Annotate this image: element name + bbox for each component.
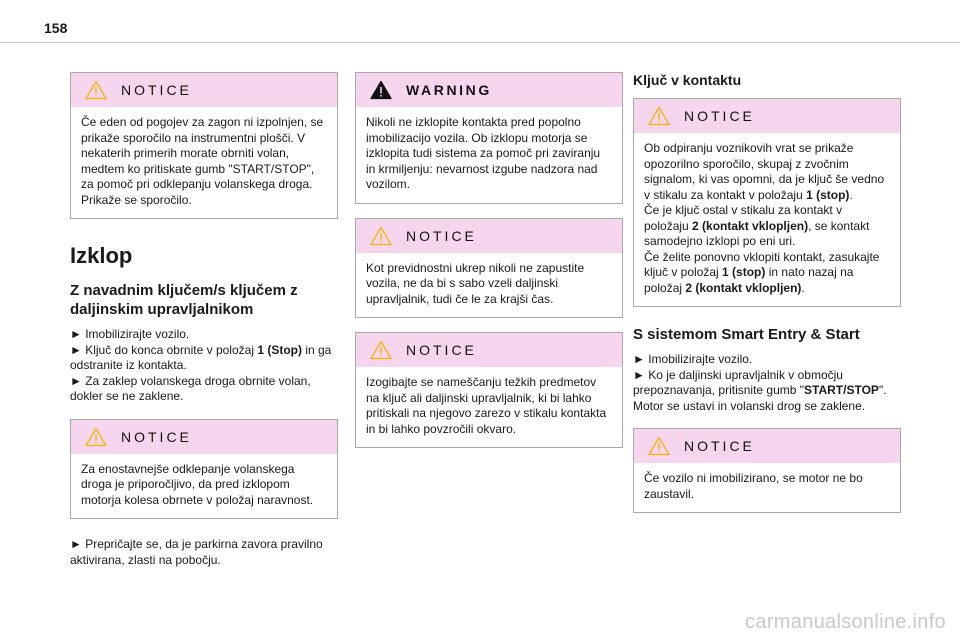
step-text: ► Imobilizirajte vozilo. xyxy=(70,327,190,341)
notice-header xyxy=(634,99,900,133)
notice-header xyxy=(71,73,337,107)
notice-title: NOTICE xyxy=(406,342,477,358)
caution-triangle-icon xyxy=(648,436,670,456)
notice-title: NOTICE xyxy=(121,428,192,445)
notice-box xyxy=(70,72,338,219)
notice-text: Če eden od pogojev za zagon ni izpolnjen, se prikaže sporočilo na instrumentni plošči. V nekaterih primerih morate obrniti volan, medtem ko pritiskate gumb "START/STOP", za pomoč pri odklepanju volanskega droga. Prikaže se sporočilo. xyxy=(81,115,324,207)
notice-box xyxy=(355,332,623,448)
notice-box xyxy=(70,419,338,520)
notice-text: Za enostavnejše odklepanje volanskega droga je priporočljivo, da pred izklopom motorja kolesa obrnete v položaj naravnost. xyxy=(81,461,314,507)
header-divider xyxy=(0,42,960,43)
column-left xyxy=(70,72,338,568)
notice-header xyxy=(356,219,622,253)
column-middle xyxy=(355,72,623,448)
caution-triangle-icon xyxy=(370,340,392,360)
notice-header xyxy=(356,333,622,367)
warning-header xyxy=(356,73,622,107)
section-heading: Izklop xyxy=(70,243,133,268)
page-number: 158 xyxy=(44,20,68,36)
step-text: ► Prepričajte se, da je parkirna zavora pravilno aktivirana, zlasti na pobočju. xyxy=(70,537,323,567)
caution-triangle-icon xyxy=(85,80,107,100)
notice-box xyxy=(633,98,901,307)
warning-text: Nikoli ne izklopite kontakta pred popolno imobilizacijo vozila. Ob izklopu motorja se izklopita tudi sistema za pomoč pri zaviranju in krmiljenju: nevarnost izgube nadzora nad vozilom. xyxy=(366,115,601,191)
notice-box xyxy=(633,428,901,513)
notice-title: NOTICE xyxy=(684,108,755,124)
notice-text: Ob odpiranju voznikovih vrat se prikaže opozorilno sporočilo, skupaj z zvočnim signalom, ki vas opomni, da je ključ še vedno v stikalu za kontakt v položaju 1 (stop). xyxy=(644,141,885,202)
step-text: Motor se ustavi in volanski drog se zaklene. xyxy=(633,398,866,413)
column-right xyxy=(633,72,901,513)
step-text: ► Za zaklep volanskega droga obrnite volan, dokler se ne zaklene. xyxy=(70,373,311,403)
caution-triangle-icon xyxy=(85,427,107,447)
warning-box xyxy=(355,72,623,204)
caution-triangle-icon xyxy=(370,226,392,246)
section-heading: Ključ v kontaktu xyxy=(633,72,742,88)
step-text: ► Imobilizirajte vozilo. xyxy=(633,352,753,366)
notice-text: Kot previdnostni ukrep nikoli ne zapustite vozila, ne da bi s sabo vzeli daljinski upravljalnik, tudi če le za krajši čas. xyxy=(366,260,585,306)
watermark-link[interactable]: carmanualsonline.info xyxy=(745,611,946,633)
step-text: ► Ko je daljinski upravljalnik v območju prepoznavanja, pritisnite gumb "START/STOP". xyxy=(633,367,887,397)
notice-title: NOTICE xyxy=(406,227,477,244)
step-text: ► Ključ do konca obrnite v položaj 1 (Stop) in ga odstranite iz kontakta. xyxy=(70,342,332,372)
caution-triangle-icon xyxy=(648,106,670,126)
warning-triangle-icon xyxy=(370,80,392,100)
warning-title: WARNING xyxy=(406,82,492,98)
notice-header xyxy=(71,420,337,454)
notice-text: Če vozilo ni imobilizirano, se motor ne bo zaustavil. xyxy=(644,471,863,501)
notice-header xyxy=(634,429,900,463)
notice-text: Če je ključ ostal v stikalu za kontakt v položaju 2 (kontakt vklopljen), se kontakt samodejno izklopi po eni uri. xyxy=(644,203,870,248)
subsection-heading: S sistemom Smart Entry & Start xyxy=(633,326,860,343)
notice-title: NOTICE xyxy=(684,438,755,454)
notice-box xyxy=(355,218,623,319)
notice-text: Izogibajte se nameščanju težkih predmetov na ključ ali daljinski upravljalnik, ki bi lahko pritiskali na njegovo zarezo v stikalu kontakta in bi lahko povzročili okvaro. xyxy=(366,375,607,436)
subsection-heading: Z navadnim ključem/s ključem z daljinskim upravljalnikom xyxy=(70,282,298,318)
notice-title: NOTICE xyxy=(121,82,192,98)
notice-text: Če želite ponovno vklopiti kontakt, zasukajte ključ v položaj 1 (stop) in nato nazaj na položaj 2 (kontakt vklopljen). xyxy=(644,249,880,295)
